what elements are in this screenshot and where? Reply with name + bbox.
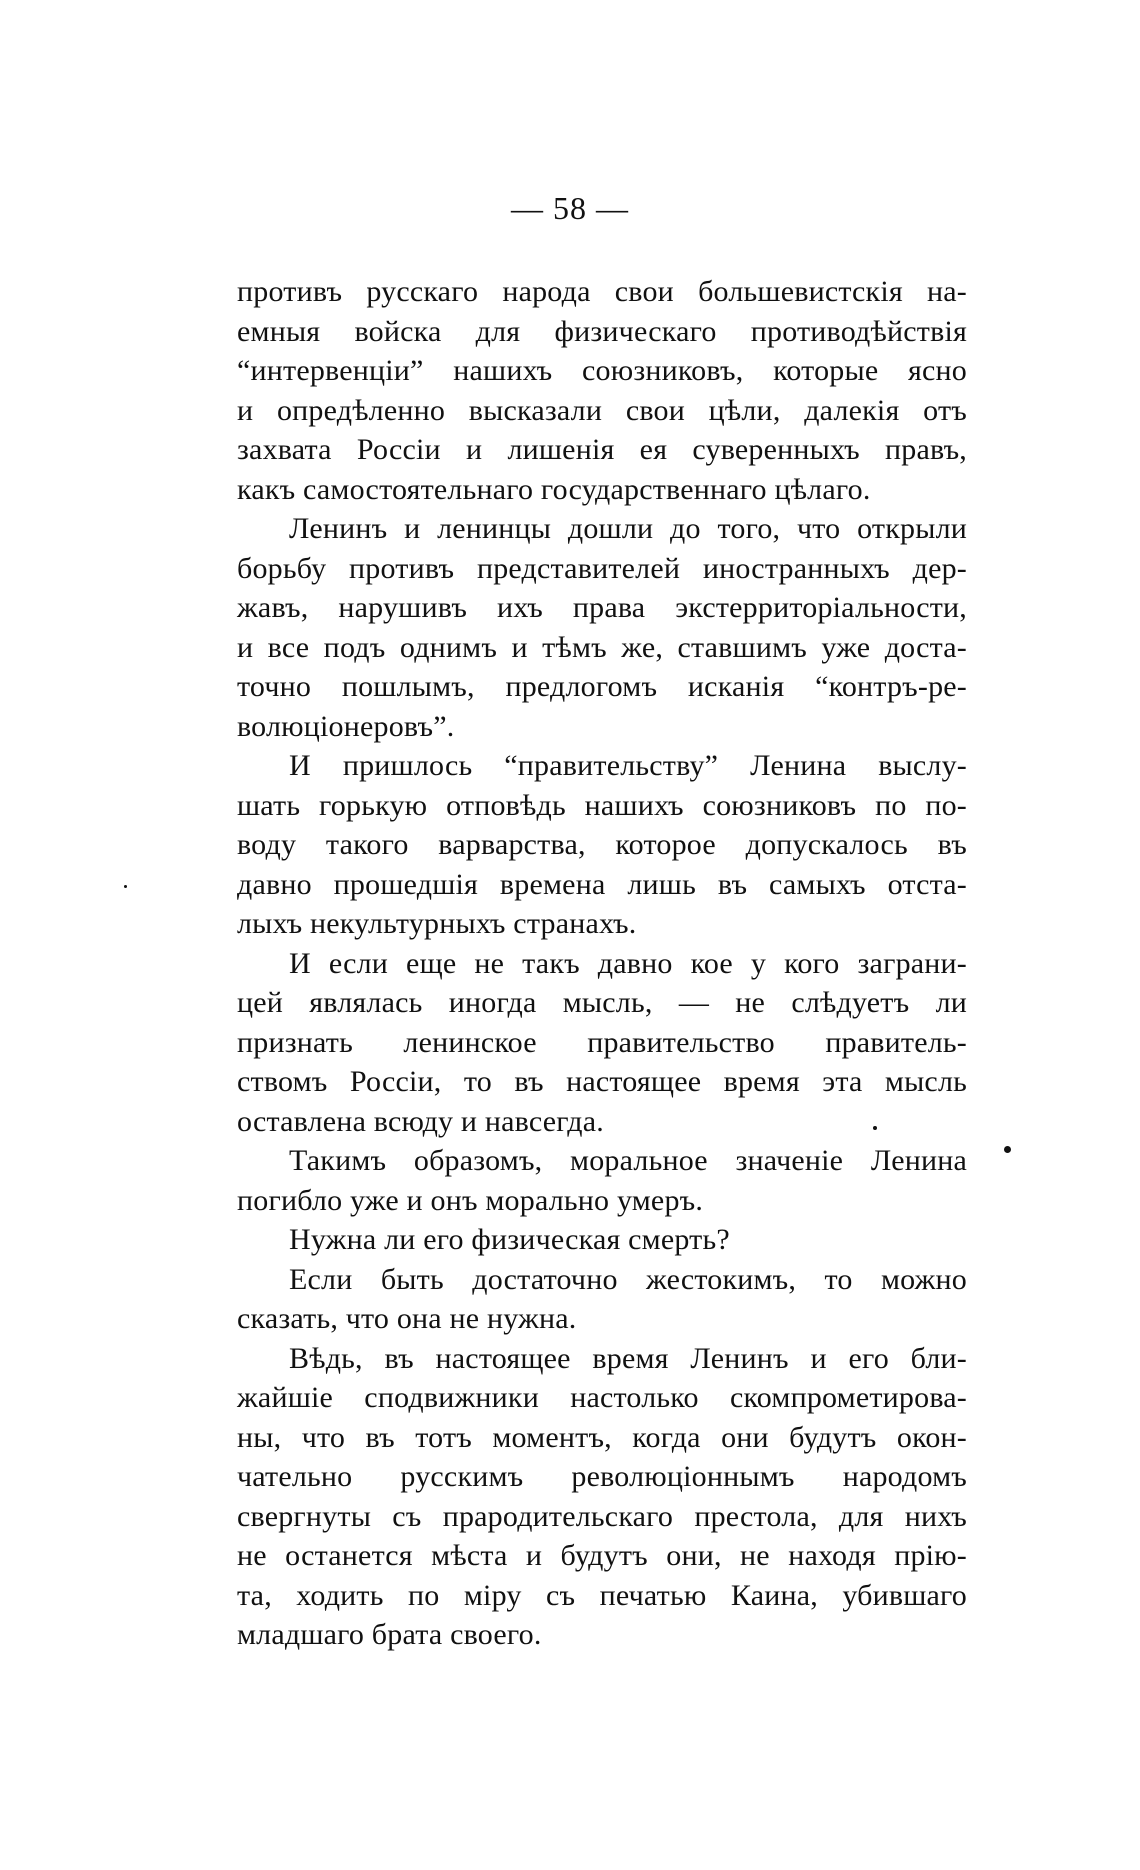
text-line: волюціонеровъ”. (237, 709, 455, 743)
text-line: “интервенціи” нашихъ союзниковъ, которые ясно (237, 354, 967, 387)
text-line: емныя войска для физическаго противодѣйствія (237, 314, 967, 348)
text-line: жайшіе сподвижники настолько скомпрометирова- (237, 1381, 967, 1414)
text-line: точно пошлымъ, предлогомъ исканія “контръ-ре- (237, 670, 967, 703)
text-line: И если еще не такъ давно кое у кого заграни- (289, 946, 967, 980)
paragraph (237, 944, 967, 1142)
text-line: Вѣдь, въ настоящее время Ленинъ и его бли- (289, 1341, 967, 1375)
print-speck (873, 1126, 877, 1130)
text-line: младшаго брата своего. (237, 1618, 542, 1651)
paragraph (237, 509, 967, 746)
text-line: ствомъ Россіи, то въ настоящее время эта мысль (237, 1065, 967, 1098)
paragraph (237, 1260, 967, 1339)
text-line: противъ русскаго народа свои большевистскія на- (237, 275, 967, 308)
text-line: И пришлось “правительству” Ленина выслу- (289, 749, 967, 782)
paragraph (237, 1339, 967, 1655)
text-line: признать ленинское правительство правитель- (237, 1025, 967, 1059)
text-line: лыхъ некультурныхъ странахъ. (237, 907, 637, 940)
text-line: та, ходить по міру съ печатью Каина, убившаго (237, 1578, 967, 1612)
text-line: Такимъ образомъ, моральное значеніе Ленина (289, 1144, 967, 1177)
text-line: Ленинъ и ленинцы дошли до того, что открыли (289, 512, 967, 545)
text-line: воду такого варварства, которое допускалось въ (237, 828, 967, 861)
text-line: погибло уже и онъ морально умеръ. (237, 1183, 704, 1217)
paragraph (237, 1220, 967, 1260)
text-line: захвата Россіи и лишенія ея суверенныхъ правъ, (237, 433, 967, 466)
text-line: ны, что въ тотъ моментъ, когда они будутъ окон- (237, 1420, 967, 1454)
text-line: свергнуты съ прародительскаго престола, для нихъ (237, 1499, 967, 1533)
page-number: — 58 — (511, 190, 629, 226)
text-line: оставлена всюду и навсегда. (237, 1104, 604, 1138)
text-line: цей являлась иногда мысль, — не слѣдуетъ ли (237, 986, 967, 1019)
text-line: Нужна ли его физическая смерть? (289, 1223, 730, 1256)
text-line: шать горькую отповѣдь нашихъ союзниковъ по по- (237, 788, 967, 822)
text-line: и все подъ однимъ и тѣмъ же, ставшимъ уже доста- (237, 630, 967, 664)
text-line: и опредѣленно высказали свои цѣли, далекія отъ (237, 393, 967, 427)
print-speck (124, 885, 127, 888)
text-line: какъ самостоятельнаго государственнаго цѣлаго. (237, 472, 871, 506)
paragraph (237, 1141, 967, 1220)
paragraph (237, 272, 967, 509)
text-line: не останется мѣста и будутъ они, не находя прію- (237, 1539, 967, 1572)
text-line: сказать, что она не нужна. (237, 1302, 577, 1335)
print-speck (1004, 1146, 1011, 1153)
text-line: борьбу противъ представителей иностранныхъ дер- (237, 551, 967, 585)
body-text (237, 272, 967, 1655)
text-line: Если быть достаточно жестокимъ, то можно (289, 1262, 967, 1296)
paragraph (237, 746, 967, 944)
text-line: давно прошедшія времена лишь въ самыхъ отста- (237, 867, 967, 901)
text-line: жавъ, нарушивъ ихъ права экстерриторіальности, (237, 591, 967, 624)
text-line: чательно русскимъ революціоннымъ народомъ (237, 1460, 967, 1493)
